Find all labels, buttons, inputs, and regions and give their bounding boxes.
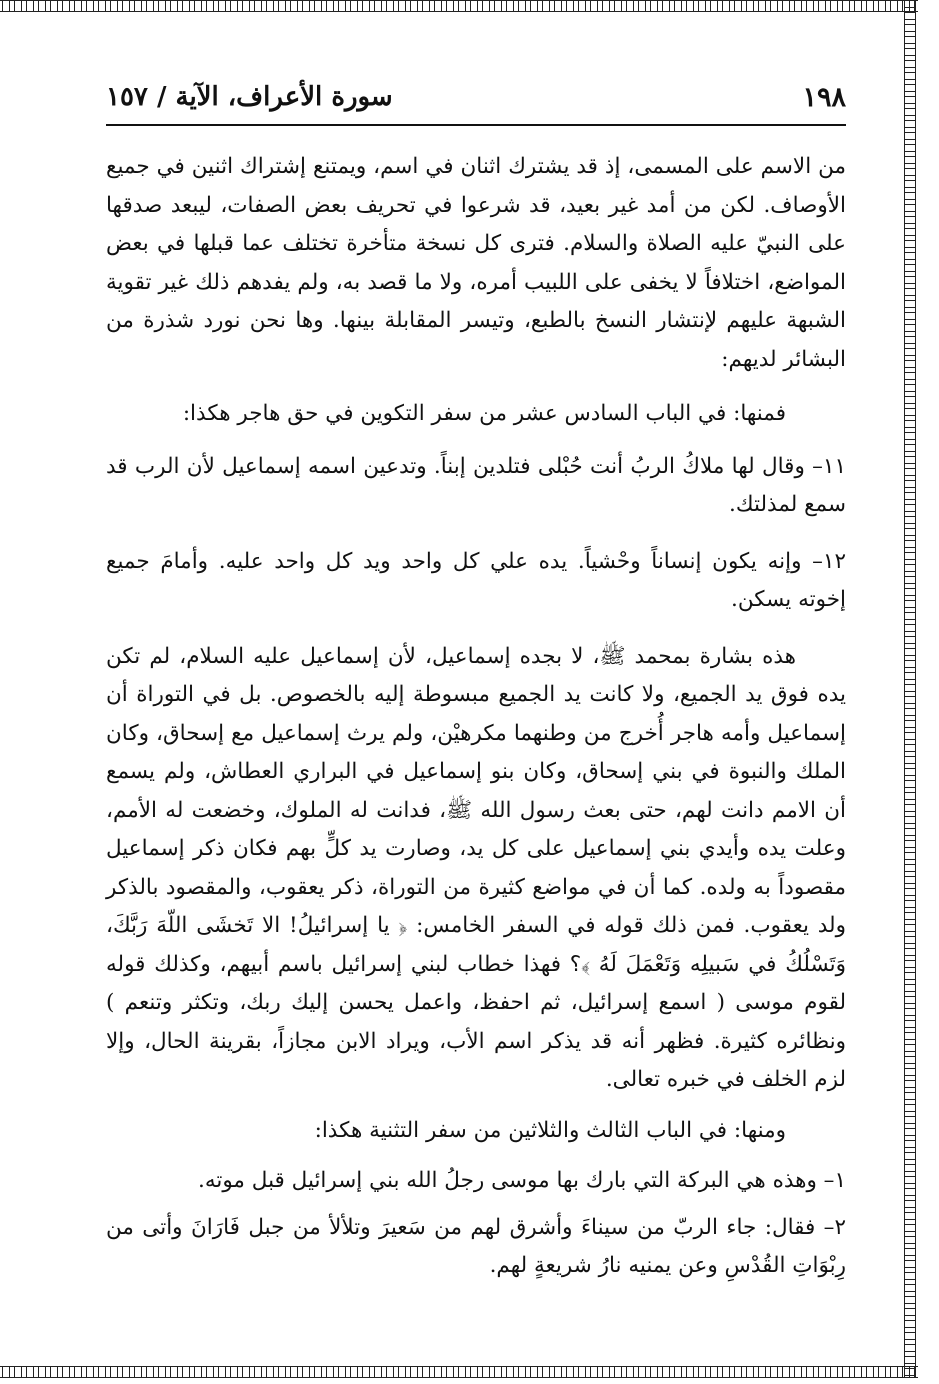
verse-12: ١٢– وإنه يكون إنساناً وحْشياً. يده علي كل واحد ويد كل واحد عليه. وأمامَ جميع إخوته يسكن.: [106, 548, 846, 612]
paragraph-intro: من الاسم على المسمى، إذ قد يشترك اثنان في اسم، ويمتنع إشتراك اثنين في جميع الأوصاف. لكن من أمد غير بعيد، قد شرعوا في تحريف بعض الصفات، ليبعد صدقها على النبيّ عليه الصلاة والسلام. فترى كل نسخة متأخرة تختلف عما قبلها في بعض المواضع، اختلافاً لا يخفى على اللبيب أمره، ولا ما قصد به، ولم يفدهم ذلك غير تقوية الشبهة عليهم لإنتشار النسخ بالطبع، وتيسر المقابلة بينها. وها نحن نورد شذرة من البشائر لديهم:: [106, 154, 846, 372]
ornamental-border-right: [904, 0, 916, 1378]
body-text: [106, 148, 846, 1294]
verse-1: ١– وهذه هي البركة التي بارك بها موسى رجلُ الله بني إسرائيل قبل موته.: [197, 1168, 846, 1193]
ornamental-border-bottom: [0, 1366, 918, 1378]
page-header: [106, 78, 846, 126]
page-number: ١٩٨: [802, 82, 846, 113]
paragraph-deuteronomy-heading: ومنها: في الباب الثالث والثلاثين من سفر التثنية هكذا:: [314, 1117, 786, 1143]
verse-11: ١١– وقال لها ملاكُ الربُ أنت حُبْلى فتلدين إبناً. وتدعين اسمه إسماعيل لأن الرب قد سمع لمذلتك.: [106, 453, 846, 517]
ornamental-border-top: [0, 0, 918, 12]
verse-2: ٢– فقال: جاء الربّ من سيناءَ وأشرق لهم من سَعيرَ وتلألأ من جبل فَارَانَ وأتى من رِبْوَاتِ القُدْسِ وعن يمنيه نارُ شريعةٍ لهم.: [106, 1214, 846, 1278]
running-title: سورة الأعراف، الآية / ١٥٧: [106, 82, 393, 112]
paragraph-genesis-heading: فمنها: في الباب السادس عشر من سفر التكوين في حق هاجر هكذا:: [182, 401, 786, 426]
paragraph-commentary: هذه بشارة بمحمد ﷺ، لا بجده إسماعيل، لأن إسماعيل عليه السلام، لم تكن يده فوق يد الجميع، ولا كانت يد الجميع مبسوطة إليه بالخصوص. بل في التوراة أن إسماعيل وأمه هاجر أُخرج من وطنهما مكرهيْن، ولم يرث إسماعيل مع إسحاق، وكان الملك والنبوة في بني إسحاق، وكان بنو إسماعيل في البراري العطاش، ولم يسمع أن الامم دانت لهم، حتى بعث رسول الله ﷺ، فدانت له الملوك، وخضعت له الأمم، وعلت يده وأيدي بني إسماعيل على كل يد، وصارت يد كلٍّ بهم فكان ذكر إسماعيل مقصوداً به ولده. كما أن في مواضع كثيرة من التوراة، ذكر يعقوب، والمقصود بالذكر ولد يعقوب. فمن ذلك قوله في السفر الخامس: ﴿ يا إسرائيلُ! الا تَخشَى اللّهَ رَبَّكَ، وَتَسْلُكُ في سَبيلِه وَتَعْمَلَ لَهُ ﴾؟ فهذا خطاب لبني إسرائيل باسم أبيهم، وكذلك قوله لقوم موسى ( اسمع إسرائيل، ثم احفظ، واعمل يحسن إليك ربك، وتكثر وتنعم ) ونظائره كثيرة. فظهر أنه قد يذكر اسم الأب، ويراد الابن مجازاً، بقرينة الحال، وإلا لزم الخلف في خبره تعالى.: [106, 643, 846, 1092]
